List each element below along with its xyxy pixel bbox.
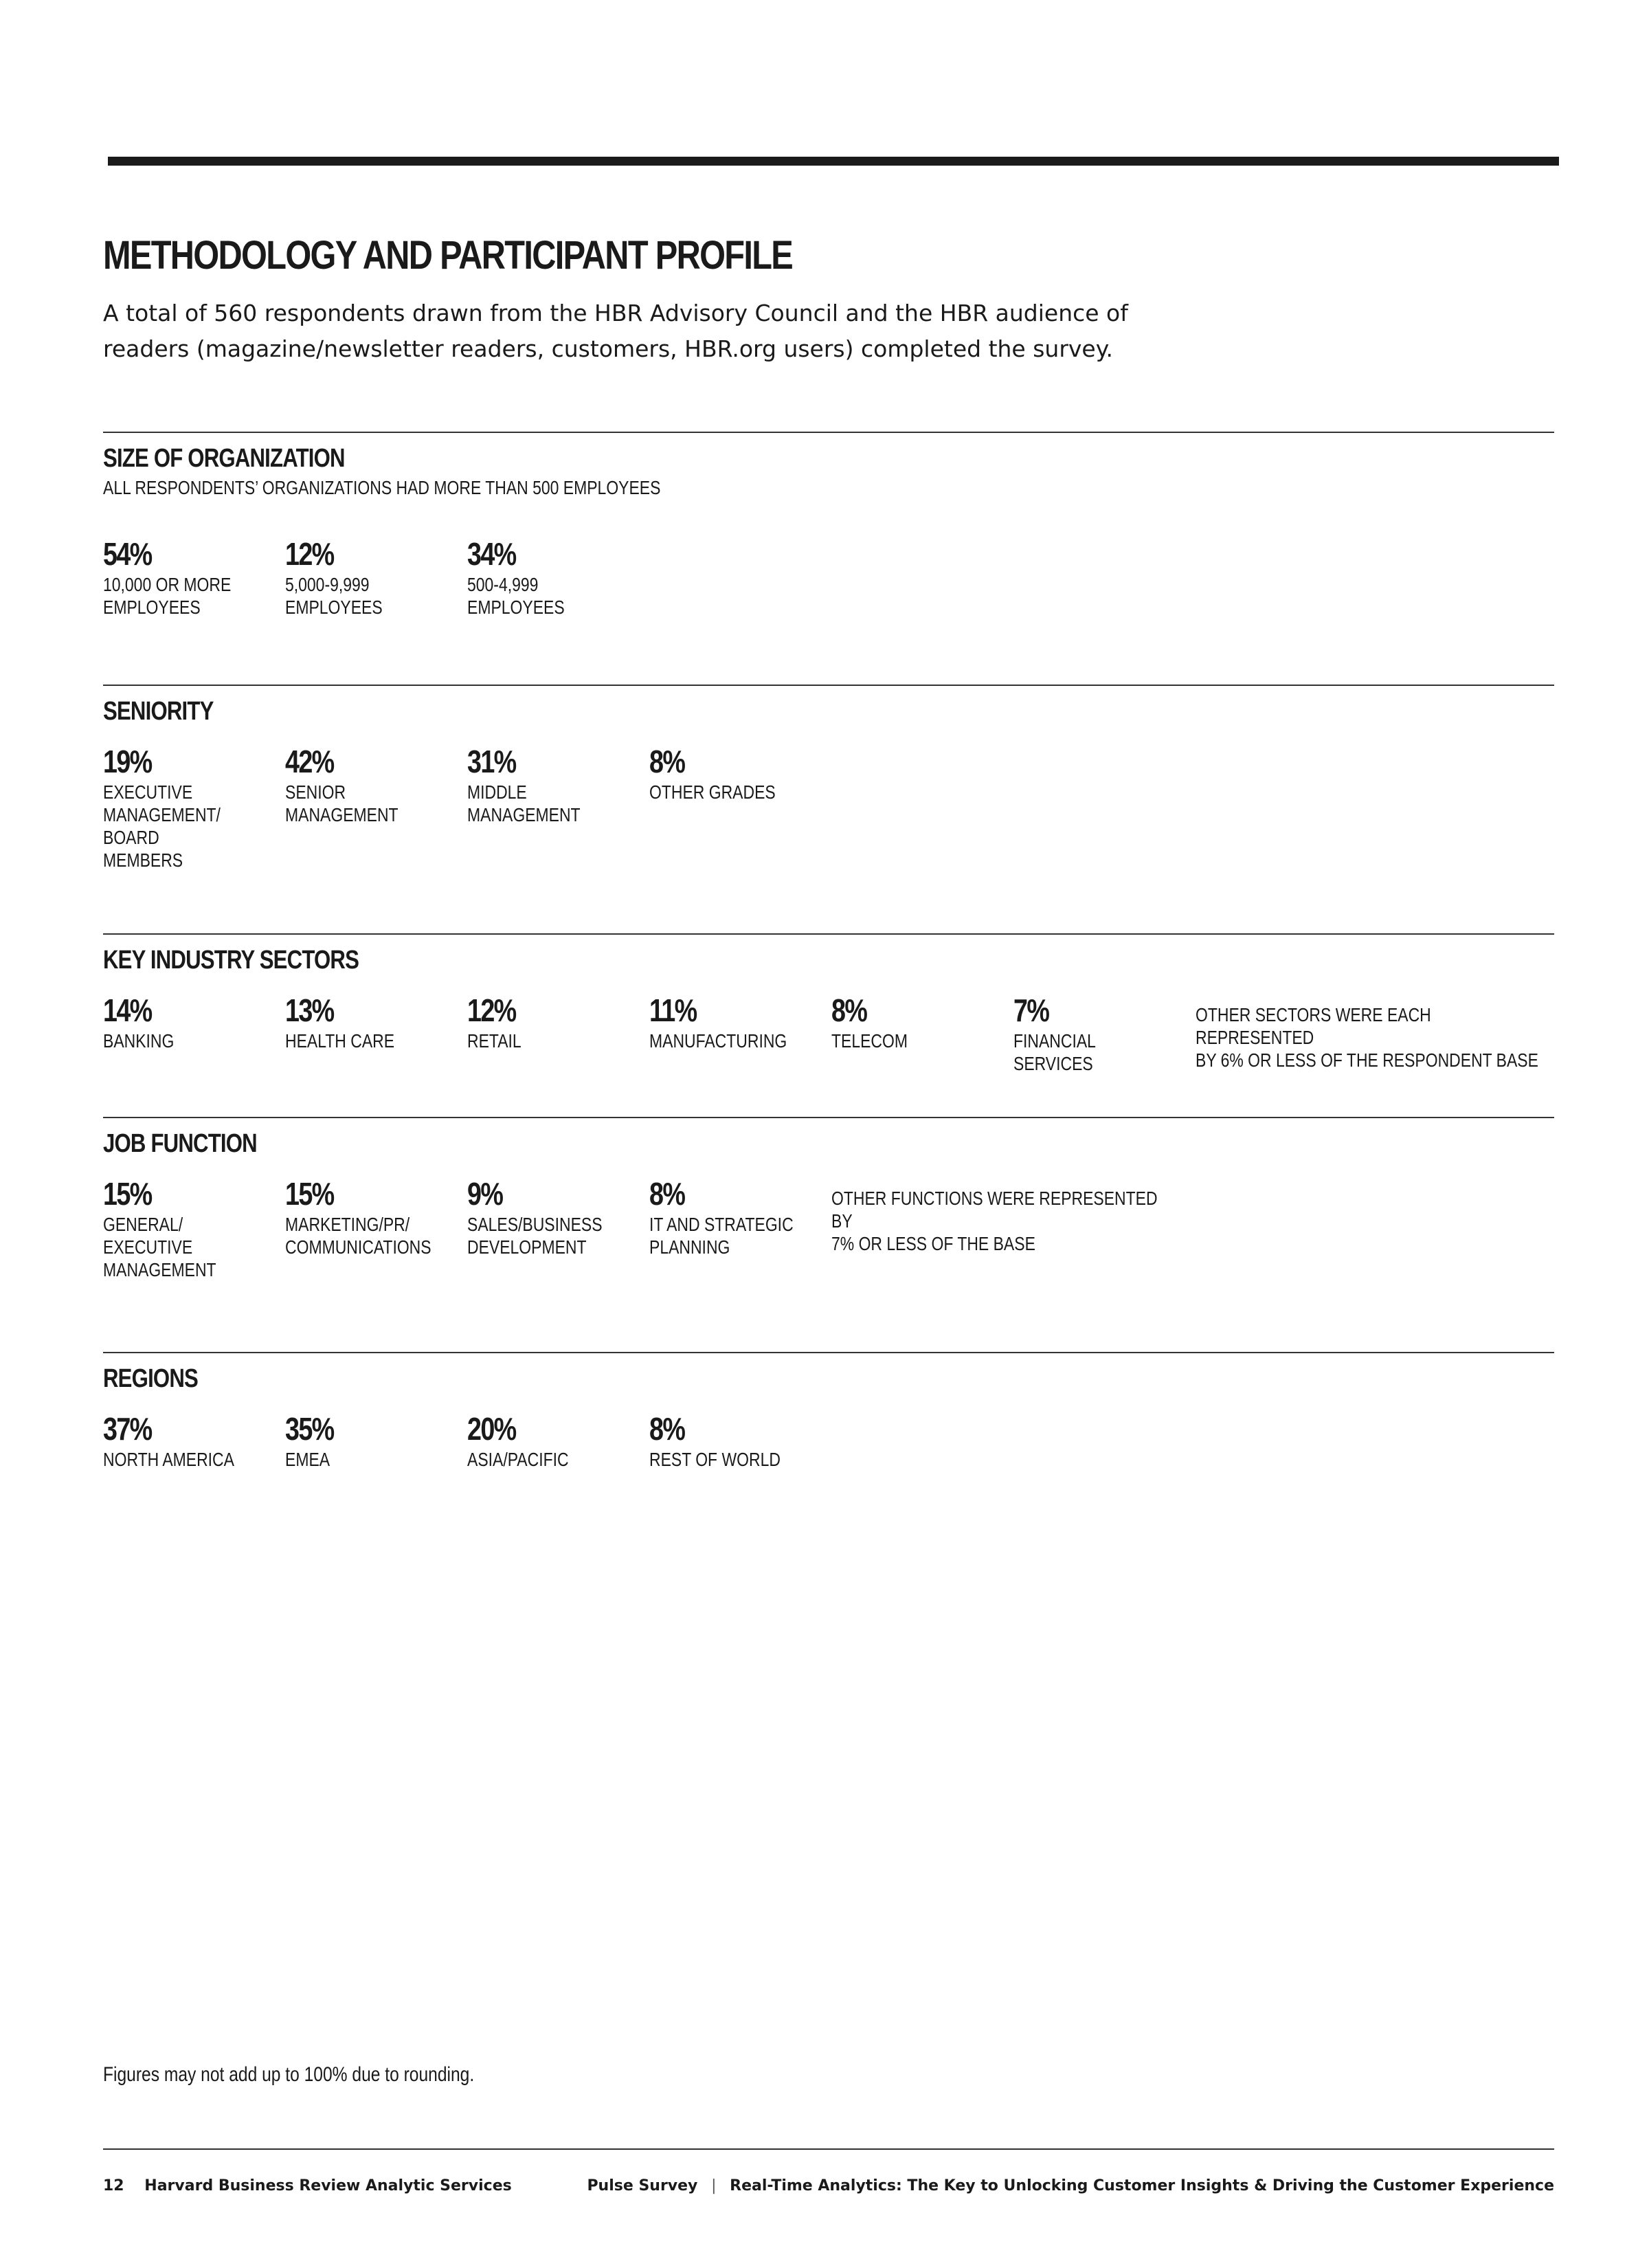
section-title: SENIORITY: [103, 697, 214, 726]
stat-label: BANKING: [103, 1030, 175, 1052]
page-number: 12: [103, 2177, 124, 2194]
stat-item: [831, 991, 1013, 1052]
stat-item: [467, 742, 649, 826]
section-seniority: [103, 685, 1554, 933]
stat-item: [1013, 991, 1196, 1075]
stat-label: RETAIL: [467, 1030, 521, 1052]
stat-label: NORTH AMERICA: [103, 1449, 234, 1470]
stat-value: 12%: [467, 992, 516, 1028]
stat-value: 9%: [467, 1176, 503, 1212]
stat-item: [467, 1175, 649, 1258]
stat-item: [649, 742, 831, 803]
stat-value: 35%: [285, 1411, 334, 1447]
stat-value: 15%: [103, 1176, 152, 1212]
stat-label: FINANCIAL SERVICES: [1013, 1030, 1096, 1074]
section-key-industry-sectors: [103, 933, 1554, 1113]
stat-item: [103, 991, 285, 1052]
stat-value: 31%: [467, 744, 516, 779]
stat-value: 8%: [649, 744, 685, 779]
stat-label: 500-4,999 EMPLOYEES: [467, 574, 565, 618]
stat-label: MARKETING/PR/ COMMUNICATIONS: [285, 1214, 431, 1258]
rounding-footnote: Figures may not add up to 100% due to rounding.: [103, 2063, 475, 2086]
stat-label: MANUFACTURING: [649, 1030, 787, 1052]
stat-label: EXECUTIVE MANAGEMENT/ BOARD MEMBERS: [103, 781, 221, 871]
stat-value: 19%: [103, 744, 152, 779]
stat-value: 12%: [285, 536, 334, 572]
page-footer: [103, 2177, 1554, 2205]
stat-label: SALES/BUSINESS DEVELOPMENT: [467, 1214, 603, 1258]
section-subtitle: ALL RESPONDENTS’ ORGANIZATIONS HAD MORE THAN 500 EMPLOYEES: [103, 477, 661, 498]
stat-label: MIDDLE MANAGEMENT: [467, 781, 581, 825]
stat-label: REST OF WORLD: [649, 1449, 781, 1470]
stat-item: [467, 991, 649, 1052]
stat-label: TELECOM: [831, 1030, 908, 1052]
footer-left: [103, 2177, 512, 2194]
stat-label: OTHER GRADES: [649, 781, 776, 803]
stat-value: 42%: [285, 744, 334, 779]
section-title: SIZE OF ORGANIZATION: [103, 444, 345, 473]
stat-item: [285, 1410, 467, 1471]
stat-value: 8%: [649, 1176, 685, 1212]
stat-label: EMEA: [285, 1449, 330, 1470]
stat-value: 11%: [649, 992, 697, 1028]
section-title: KEY INDUSTRY SECTORS: [103, 946, 359, 975]
stat-label: GENERAL/ EXECUTIVE MANAGEMENT: [103, 1214, 216, 1280]
stat-label: IT AND STRATEGIC PLANNING: [649, 1214, 794, 1258]
stat-item: [285, 991, 467, 1052]
stat-value: 34%: [467, 536, 516, 572]
footer-separator: |: [711, 2177, 717, 2194]
stat-label: 5,000-9,999 EMPLOYEES: [285, 574, 383, 618]
sector-note: OTHER SECTORS WERE EACH REPRESENTED BY 6% OR LESS OF THE RESPONDENT BASE: [1196, 1004, 1538, 1071]
stat-item: [103, 1410, 285, 1471]
stat-item: [649, 1410, 831, 1471]
stat-label: 10,000 OR MORE EMPLOYEES: [103, 574, 232, 618]
page-title: METHODOLOGY AND PARTICIPANT PROFILE: [103, 233, 793, 278]
section-regions: [103, 1352, 1554, 1504]
stat-item: [649, 991, 831, 1052]
stat-value: 15%: [285, 1176, 334, 1212]
publisher-name: Harvard Business Review Analytic Services: [144, 2177, 512, 2194]
stat-item: [467, 535, 649, 619]
stat-item: [649, 1175, 831, 1258]
footer-rule: [103, 2148, 1554, 2150]
stat-item: [285, 535, 467, 619]
function-note: OTHER FUNCTIONS WERE REPRESENTED BY 7% OR LESS OF THE BASE: [831, 1188, 1158, 1254]
stat-value: 14%: [103, 992, 152, 1028]
stat-item: [103, 742, 285, 871]
stat-item: [103, 1175, 285, 1281]
stat-value: 20%: [467, 1411, 516, 1447]
stat-label: HEALTH CARE: [285, 1030, 395, 1052]
section-job-function: [103, 1117, 1554, 1345]
stat-value: 13%: [285, 992, 334, 1028]
stat-value: 8%: [831, 992, 867, 1028]
stat-value: 37%: [103, 1411, 152, 1447]
section-size-of-organization: [103, 432, 1554, 680]
footer-right: [587, 2177, 1554, 2194]
top-rule: [108, 157, 1559, 166]
stat-value: 54%: [103, 536, 152, 572]
section-title: REGIONS: [103, 1364, 198, 1393]
stat-item: [103, 535, 285, 619]
series-name: Pulse Survey: [587, 2177, 698, 2194]
stat-value: 7%: [1013, 992, 1049, 1028]
section-title: JOB FUNCTION: [103, 1129, 257, 1158]
stat-value: 8%: [649, 1411, 685, 1447]
stat-item: [285, 742, 467, 826]
intro-paragraph: A total of 560 respondents drawn from the HBR Advisory Council and the HBR audience of readers (magazine/newsletter readers, customers, HBR.org users) completed the survey.: [103, 300, 1128, 362]
stat-item: [467, 1410, 649, 1471]
report-title: Real-Time Analytics: The Key to Unlocking Customer Insights & Driving the Customer Experience: [730, 2177, 1554, 2194]
stat-label: SENIOR MANAGEMENT: [285, 781, 399, 825]
stat-label: ASIA/PACIFIC: [467, 1449, 569, 1470]
stat-item: [285, 1175, 467, 1258]
